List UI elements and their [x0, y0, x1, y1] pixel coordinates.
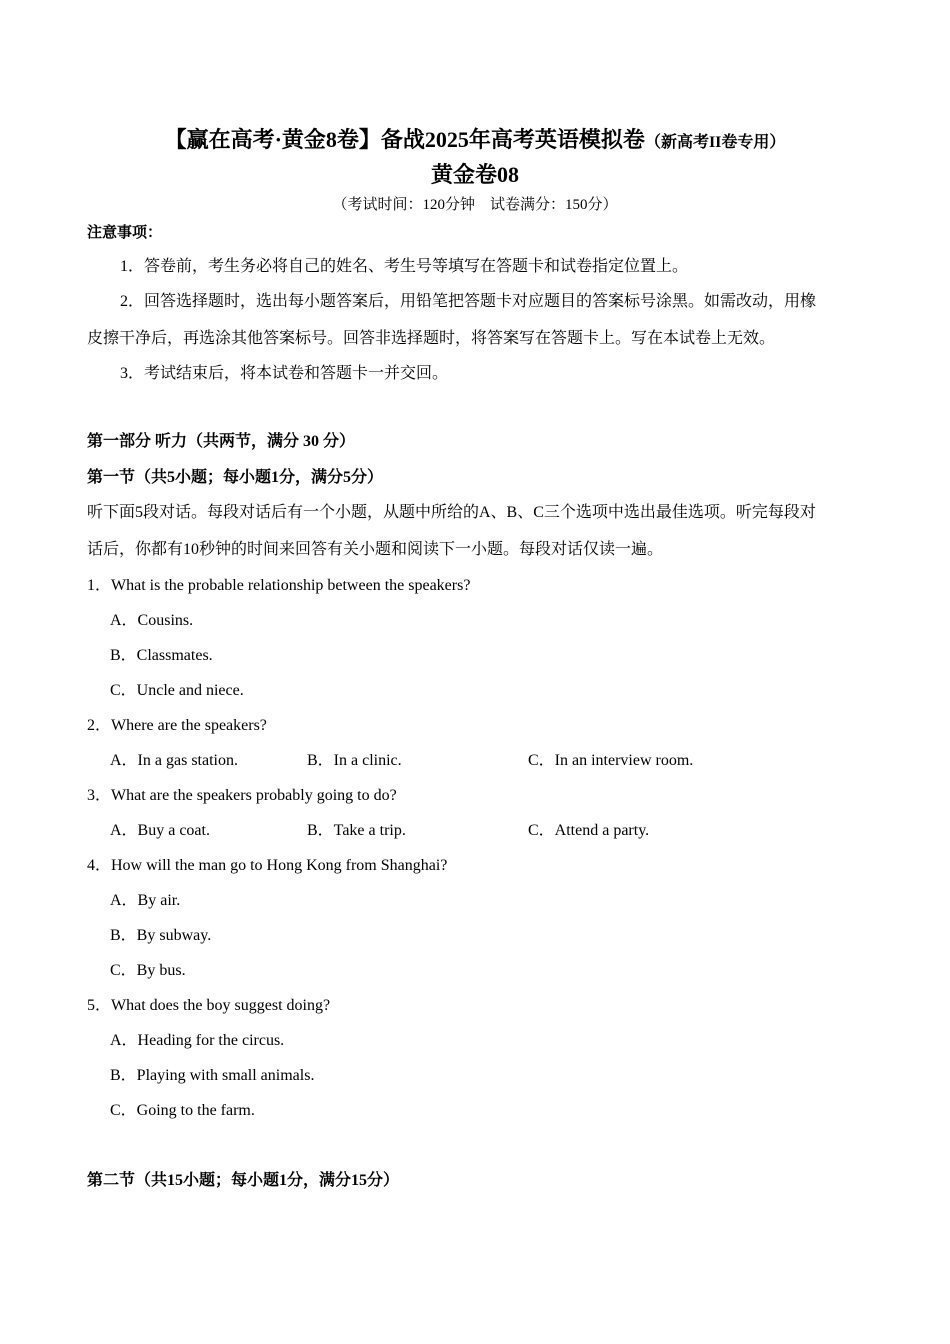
- question-2-stem: 2．Where are the speakers?: [87, 717, 267, 734]
- instructions-line-2: 话后，你都有10秒钟的时间来回答有关小题和阅读下一小题。每段对话仅读一遍。: [87, 541, 664, 558]
- question-1-option-a: A．Cousins.: [110, 612, 194, 629]
- paper-name: 黄金卷08: [430, 162, 519, 187]
- question-1-option-b: B．Classmates.: [110, 647, 213, 664]
- question-3-option-a: A．Buy a coat.: [110, 822, 210, 839]
- notice-item-2-line-2: 皮擦干净后，再选涂其他答案标号。回答非选择题时，将答案写在答题卡上。写在本试卷上无效。: [87, 330, 776, 347]
- question-2-option-a: A．In a gas station.: [110, 752, 238, 769]
- question-4-option-b: B．By subway.: [110, 927, 212, 944]
- part1-heading: 第一部分 听力（共两节，满分 30 分）: [87, 433, 356, 450]
- section2-heading: 第二节（共15小题；每小题1分，满分15分）: [87, 1172, 400, 1189]
- question-4-option-a: A．By air.: [110, 892, 181, 909]
- exam-title: [0, 123, 950, 160]
- notice-heading: 注意事项：: [87, 225, 163, 241]
- question-5-option-a: A．Heading for the circus.: [110, 1032, 285, 1049]
- exam-info: （考试时间：120分钟 试卷满分：150分）: [332, 197, 618, 213]
- question-4-option-c: C．By bus.: [110, 962, 186, 979]
- question-3-stem: 3．What are the speakers probably going to do?: [87, 787, 397, 804]
- question-5-option-c: C．Going to the farm.: [110, 1102, 255, 1119]
- question-5-stem: 5．What does the boy suggest doing?: [87, 997, 331, 1014]
- title-scope: （新高考II卷专用）: [644, 134, 786, 151]
- question-3-option-b: B．Take a trip.: [307, 822, 406, 839]
- notice-item-2-line-1: 2．回答选择题时，选出每小题答案后，用铅笔把答题卡对应题目的答案标号涂黑。如需改动，用橡: [120, 293, 817, 310]
- instructions-line-1: 听下面5段对话。每段对话后有一个小题，从题中所给的A、B、C三个选项中选出最佳选项。听完每段对: [87, 504, 816, 521]
- question-2-option-b: B．In a clinic.: [307, 752, 402, 769]
- question-2-option-c: C．In an interview room.: [528, 752, 694, 769]
- question-4-stem: 4．How will the man go to Hong Kong from Shanghai?: [87, 857, 448, 874]
- notice-item-1: 1．答卷前，考生务必将自己的姓名、考生号等填写在答题卡和试卷指定位置上。: [120, 258, 689, 275]
- question-1-stem: 1．What is the probable relationship between the speakers?: [87, 577, 471, 594]
- question-5-option-b: B．Playing with small animals.: [110, 1067, 315, 1084]
- question-3-option-c: C．Attend a party.: [528, 822, 650, 839]
- notice-item-3: 3．考试结束后，将本试卷和答题卡一并交回。: [120, 365, 449, 382]
- title-main: 【赢在高考·黄金8卷】备战2025年高考英语模拟卷: [164, 127, 645, 152]
- question-1-option-c: C．Uncle and niece.: [110, 682, 244, 699]
- section1-heading: 第一节（共5小题；每小题1分，满分5分）: [87, 469, 384, 486]
